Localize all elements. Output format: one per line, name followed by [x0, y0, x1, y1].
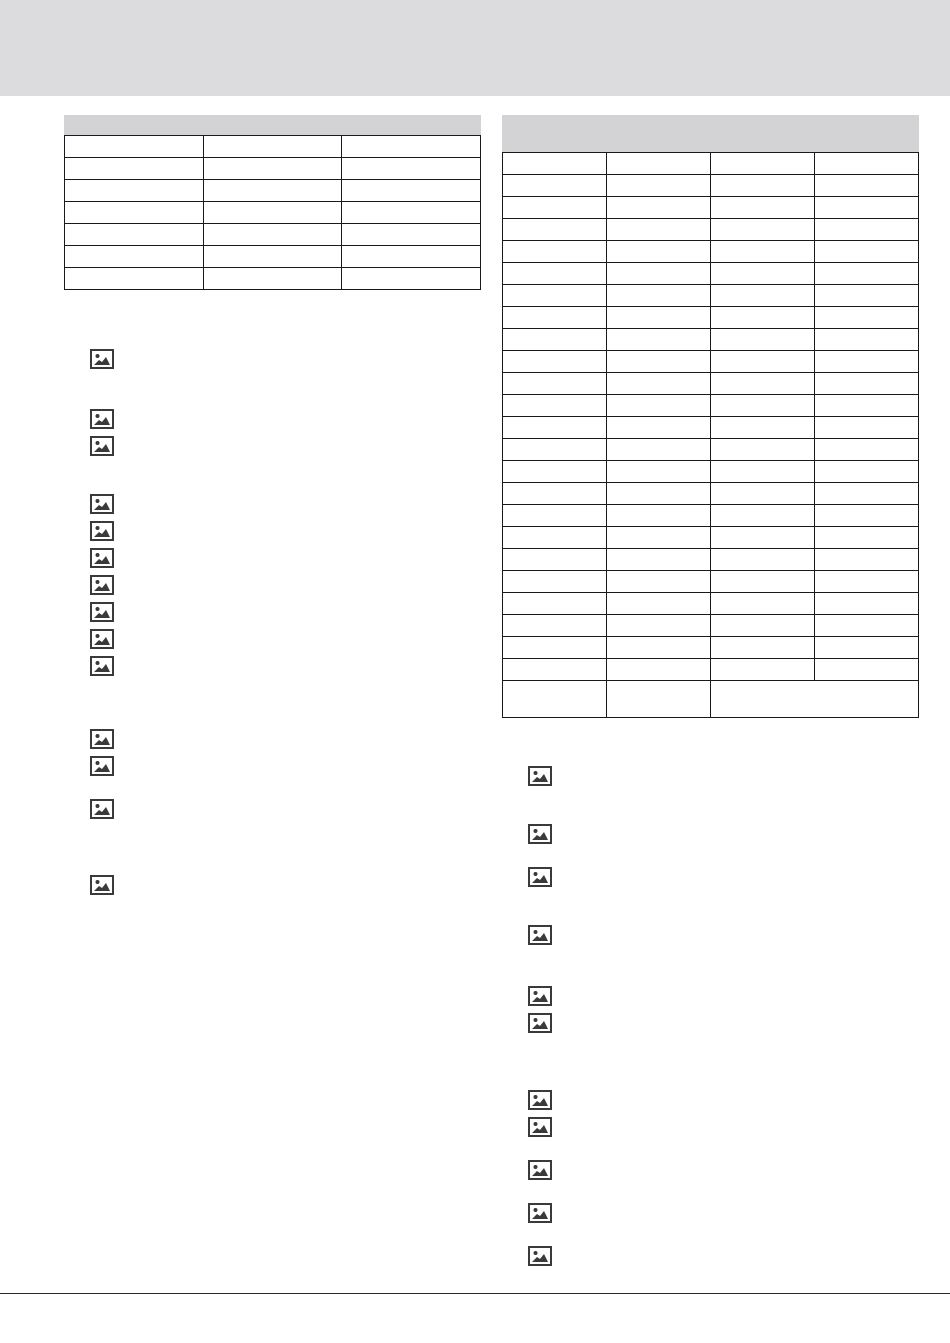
table-cell — [342, 158, 481, 180]
image-placeholder-icon — [90, 729, 114, 749]
image-placeholder-icon — [528, 925, 552, 945]
table-cell — [203, 246, 342, 268]
table-cell — [503, 285, 607, 307]
table-row — [503, 483, 919, 505]
table-cell — [711, 615, 815, 637]
table-cell — [503, 549, 607, 571]
table-cell — [815, 395, 919, 417]
table-row — [503, 307, 919, 329]
table-cell — [607, 241, 711, 263]
table-cell — [815, 505, 919, 527]
table-cell — [815, 263, 919, 285]
table-cell — [815, 417, 919, 439]
table-cell — [65, 180, 204, 202]
table-cell — [503, 483, 607, 505]
table-cell — [607, 483, 711, 505]
table-row — [503, 659, 919, 681]
table-row — [503, 461, 919, 483]
table-row — [503, 153, 919, 175]
table-cell — [607, 329, 711, 351]
image-placeholder-icon — [528, 824, 552, 844]
left-header-cell — [203, 116, 342, 136]
table-cell — [503, 307, 607, 329]
table-cell — [607, 439, 711, 461]
table-cell — [503, 153, 607, 175]
table-cell — [65, 158, 204, 180]
table-cell — [503, 439, 607, 461]
table-cell — [711, 549, 815, 571]
image-placeholder-icon — [90, 799, 114, 819]
left-header-cell — [342, 116, 481, 136]
table-cell — [503, 659, 607, 681]
table-cell — [607, 637, 711, 659]
table-cell — [815, 197, 919, 219]
table-cell — [607, 351, 711, 373]
table-row — [65, 224, 481, 246]
table-row — [503, 527, 919, 549]
table-cell — [607, 549, 711, 571]
table-cell — [711, 219, 815, 241]
table-cell — [815, 615, 919, 637]
table-cell — [342, 224, 481, 246]
right-header-cell — [503, 116, 919, 153]
table-cell — [342, 202, 481, 224]
table-cell — [503, 197, 607, 219]
table-cell — [711, 241, 815, 263]
image-placeholder-icon — [528, 1117, 552, 1137]
table-cell — [711, 263, 815, 285]
table-row — [503, 549, 919, 571]
table-cell — [607, 461, 711, 483]
left-table — [64, 115, 481, 290]
table-cell — [711, 439, 815, 461]
table-cell — [711, 681, 919, 718]
table-cell — [342, 246, 481, 268]
table-cell — [503, 571, 607, 593]
table-cell — [815, 439, 919, 461]
table-cell — [503, 505, 607, 527]
table-row — [503, 395, 919, 417]
table-cell — [815, 329, 919, 351]
table-row — [503, 329, 919, 351]
image-placeholder-icon — [528, 1013, 552, 1033]
table-cell — [711, 395, 815, 417]
table-cell — [815, 571, 919, 593]
table-cell — [503, 615, 607, 637]
table-cell — [607, 395, 711, 417]
table-cell — [203, 224, 342, 246]
table-cell — [711, 175, 815, 197]
table-cell — [815, 549, 919, 571]
image-placeholder-icon — [528, 766, 552, 786]
table-cell — [607, 263, 711, 285]
table-cell — [815, 285, 919, 307]
table-cell — [815, 351, 919, 373]
table-cell — [815, 219, 919, 241]
table-cell — [711, 417, 815, 439]
table-cell — [815, 659, 919, 681]
table-cell — [607, 417, 711, 439]
table-cell — [503, 263, 607, 285]
image-placeholder-icon — [90, 602, 114, 622]
table-cell — [342, 180, 481, 202]
table-cell — [711, 153, 815, 175]
image-placeholder-icon — [90, 349, 114, 369]
table-cell — [503, 373, 607, 395]
table-cell — [711, 373, 815, 395]
table-cell — [503, 241, 607, 263]
table-row — [65, 158, 481, 180]
table-cell — [607, 307, 711, 329]
table-cell — [815, 593, 919, 615]
table-cell — [815, 153, 919, 175]
table-cell — [815, 637, 919, 659]
table-cell — [607, 373, 711, 395]
image-placeholder-icon — [90, 756, 114, 776]
table-cell — [711, 659, 815, 681]
table-row — [503, 351, 919, 373]
table-cell — [711, 527, 815, 549]
table-cell — [203, 136, 342, 158]
header-band — [0, 0, 950, 96]
table-cell — [503, 417, 607, 439]
table-cell — [503, 637, 607, 659]
table-cell — [711, 285, 815, 307]
table-cell — [607, 197, 711, 219]
table-row — [503, 175, 919, 197]
table-row — [503, 241, 919, 263]
table-row — [65, 136, 481, 158]
table-cell — [203, 158, 342, 180]
image-placeholder-icon — [528, 986, 552, 1006]
table-row — [503, 637, 919, 659]
footer-rule — [0, 1293, 950, 1294]
table-cell — [711, 351, 815, 373]
image-placeholder-icon — [90, 548, 114, 568]
table-cell — [65, 202, 204, 224]
table-row — [503, 263, 919, 285]
table-cell — [711, 307, 815, 329]
table-cell — [711, 329, 815, 351]
table-cell — [711, 637, 815, 659]
table-cell — [503, 527, 607, 549]
table-cell — [65, 224, 204, 246]
image-placeholder-icon — [90, 436, 114, 456]
table-cell — [711, 483, 815, 505]
image-placeholder-icon — [90, 521, 114, 541]
table-row — [503, 417, 919, 439]
table-cell — [607, 153, 711, 175]
table-row — [503, 373, 919, 395]
table-cell — [503, 461, 607, 483]
image-placeholder-icon — [528, 867, 552, 887]
table-cell — [203, 180, 342, 202]
table-cell — [65, 246, 204, 268]
table-row — [503, 285, 919, 307]
table-row — [65, 180, 481, 202]
table-cell — [65, 136, 204, 158]
table-cell — [711, 571, 815, 593]
table-cell — [607, 571, 711, 593]
table-row — [503, 681, 919, 718]
right-table-header — [503, 116, 919, 153]
table-cell — [607, 505, 711, 527]
table-cell — [815, 373, 919, 395]
image-placeholder-icon — [90, 575, 114, 595]
table-cell — [65, 268, 204, 290]
table-cell — [815, 241, 919, 263]
table-cell — [607, 615, 711, 637]
table-cell — [815, 483, 919, 505]
image-placeholder-icon — [90, 409, 114, 429]
table-row — [503, 505, 919, 527]
image-placeholder-icon — [528, 1090, 552, 1110]
image-placeholder-icon — [528, 1246, 552, 1266]
table-row — [503, 593, 919, 615]
table-cell — [711, 461, 815, 483]
table-cell — [815, 461, 919, 483]
table-cell — [503, 593, 607, 615]
image-placeholder-icon — [90, 875, 114, 895]
table-cell — [711, 505, 815, 527]
table-cell — [342, 268, 481, 290]
table-cell — [503, 395, 607, 417]
table-cell — [711, 197, 815, 219]
table-cell — [203, 268, 342, 290]
table-cell — [607, 219, 711, 241]
table-cell — [607, 681, 711, 718]
right-table — [502, 115, 919, 718]
table-cell — [815, 175, 919, 197]
table-row — [503, 615, 919, 637]
table-cell — [503, 681, 607, 718]
table-cell — [607, 593, 711, 615]
image-placeholder-icon — [528, 1203, 552, 1223]
table-cell — [815, 527, 919, 549]
left-table-header — [65, 116, 481, 136]
table-cell — [342, 136, 481, 158]
table-row — [503, 439, 919, 461]
image-placeholder-icon — [90, 494, 114, 514]
table-row — [503, 219, 919, 241]
image-placeholder-icon — [90, 629, 114, 649]
table-cell — [503, 219, 607, 241]
table-cell — [711, 593, 815, 615]
table-cell — [607, 175, 711, 197]
table-cell — [503, 175, 607, 197]
table-cell — [607, 285, 711, 307]
table-cell — [503, 329, 607, 351]
table-row — [65, 246, 481, 268]
table-row — [503, 197, 919, 219]
table-cell — [607, 659, 711, 681]
table-cell — [203, 202, 342, 224]
table-cell — [607, 527, 711, 549]
table-cell — [503, 351, 607, 373]
table-cell — [815, 307, 919, 329]
table-row — [65, 268, 481, 290]
table-row — [503, 571, 919, 593]
left-header-cell — [65, 116, 204, 136]
image-placeholder-icon — [90, 656, 114, 676]
table-row — [65, 202, 481, 224]
image-placeholder-icon — [528, 1160, 552, 1180]
